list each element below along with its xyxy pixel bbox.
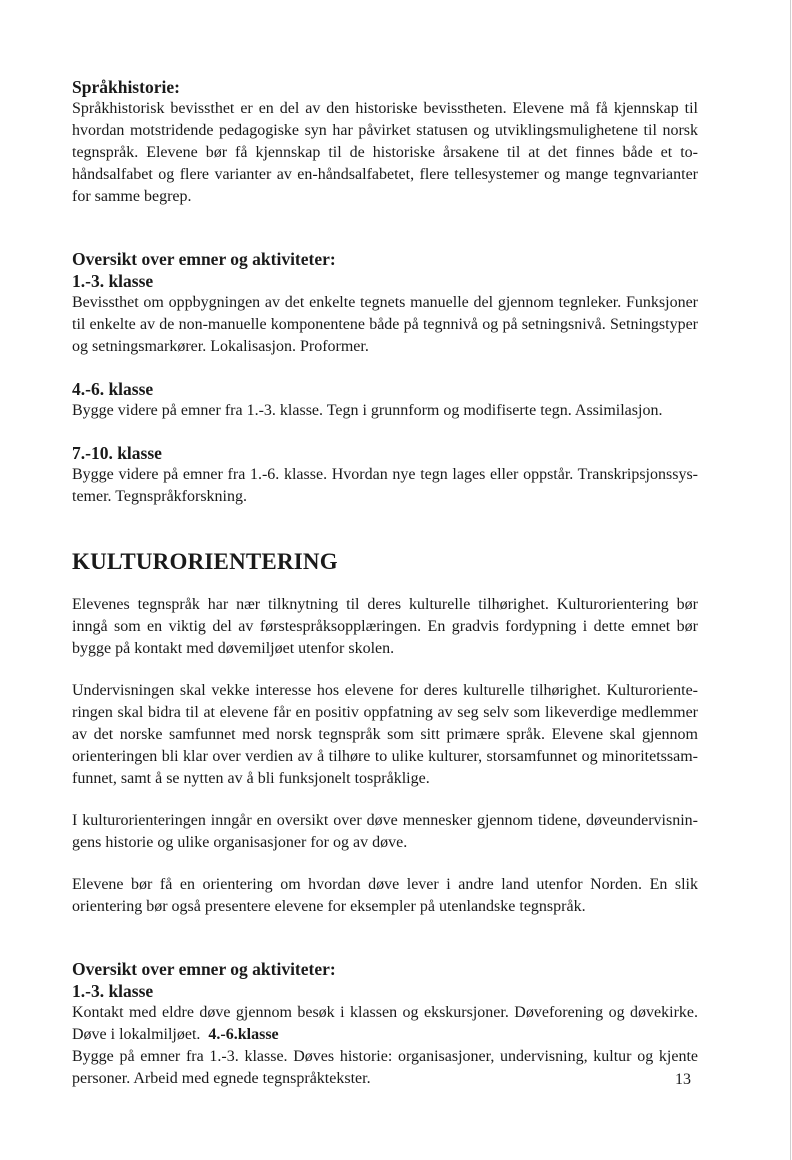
grade-heading-4-6: 4.-6. klasse xyxy=(72,379,154,399)
kultur-paragraph-3: I kulturorienteringen inngår en oversikt over døve mennesker gjennom tidene, døveundervisnin-gens historie og ulike organisasjoner for og av døve. xyxy=(72,812,698,851)
section-oversikt-1 xyxy=(72,248,698,508)
kultur-grade-1-3-paragraph xyxy=(72,1002,698,1046)
section-oversikt-2 xyxy=(72,958,698,1090)
grade-heading-7-10: 7.-10. klasse xyxy=(72,443,162,463)
sprakhistorie-heading: Språkhistorie: xyxy=(72,77,180,97)
grade-4-6-paragraph: Bygge videre på emner fra 1.-3. klasse. Tegn i grunnform og modifiserte tegn. Assimilasjon. xyxy=(72,402,663,419)
grade-1-3-paragraph: Bevissthet om oppbygningen av det enkelte tegnets manuelle del gjennom tegnleker. Funksjoner til enkelte av de non-manuelle komponentene både på tegnnivå og på setningsnivå. Setningstyper og setningsmarkører. Lokalisasjon. Proformer. xyxy=(72,294,698,355)
grade-heading-1-3: 1.-3. klasse xyxy=(72,271,154,291)
grade-7-10-paragraph: Bygge videre på emner fra 1.-6. klasse. Hvordan nye tegn lages eller oppstår. Transkripsjonssys-temer. Tegnspråkforskning. xyxy=(72,466,698,505)
document-page xyxy=(72,76,698,1090)
kultur-grade-1-3-text: Kontakt med eldre døve gjennom besøk i klassen og ekskursjoner. Døveforening og døvekirke. Døve i lokalmiljøet. xyxy=(72,1004,698,1043)
kultur-paragraph-2: Undervisningen skal vekke interesse hos elevene for deres kulturelle tilhørighet. Kulturoriente-ringen skal bidra til at elevene får en positiv oppfatning av seg selv som likeverdige medlemmer av det norske samfunnet med norsk tegnspråk som sitt primære språk. Elevene skal gjennom orienteringen bli klar over verdien av å tilhøre to ulike kulturer, storsamfunnet og minoritetssam-funnet, samt å se nytten av å bli funksjonelt tospråklige. xyxy=(72,682,698,787)
oversikt-heading-2: Oversikt over emner og aktiviteter: xyxy=(72,959,336,979)
page-edge-line xyxy=(790,0,791,1160)
section-kulturorientering xyxy=(72,548,698,918)
sprakhistorie-paragraph: Språkhistorisk bevissthet er en del av den historiske bevisstheten. Elevene må få kjennskap til hvordan motstridende pedagogiske syn har påvirket statusen og utviklingsmulighetene til norsk tegnspråk. Elevene bør få kjennskap til de historiske årsakene til at det finnes både et to-håndsalfabet og flere varianter av en-håndsalfabetet, flere tellesystemer og mange tegnvarianter for samme begrep. xyxy=(72,100,698,205)
kultur-paragraph-1: Elevenes tegnspråk har nær tilknytning til deres kulturelle tilhørighet. Kulturorientering bør inngå som en viktig del av førstespråksopplæringen. En gradvis fordypning i dette emnet bør bygge på kontakt med døvemiljøet utenfor skolen. xyxy=(72,596,698,657)
grade-heading-4-6-kultur: 4.-6.klasse xyxy=(208,1026,279,1043)
kultur-grade-4-6-paragraph: Bygge på emner fra 1.-3. klasse. Døves historie: organisasjoner, undervisning, kultur og kjente personer. Arbeid med egnede tegnspråktekster. xyxy=(72,1048,698,1087)
kultur-paragraph-4: Elevene bør få en orientering om hvordan døve lever i andre land utenfor Norden. En slik orientering bør også presentere elevene for eksempler på utenlandske tegnspråk. xyxy=(72,876,698,915)
page-number: 13 xyxy=(675,1071,691,1088)
section-sprakhistorie xyxy=(72,76,698,208)
oversikt-heading: Oversikt over emner og aktiviteter: xyxy=(72,249,336,269)
grade-heading-1-3-kultur: 1.-3. klasse xyxy=(72,981,154,1001)
kulturorientering-heading: KULTURORIENTERING xyxy=(72,549,338,574)
